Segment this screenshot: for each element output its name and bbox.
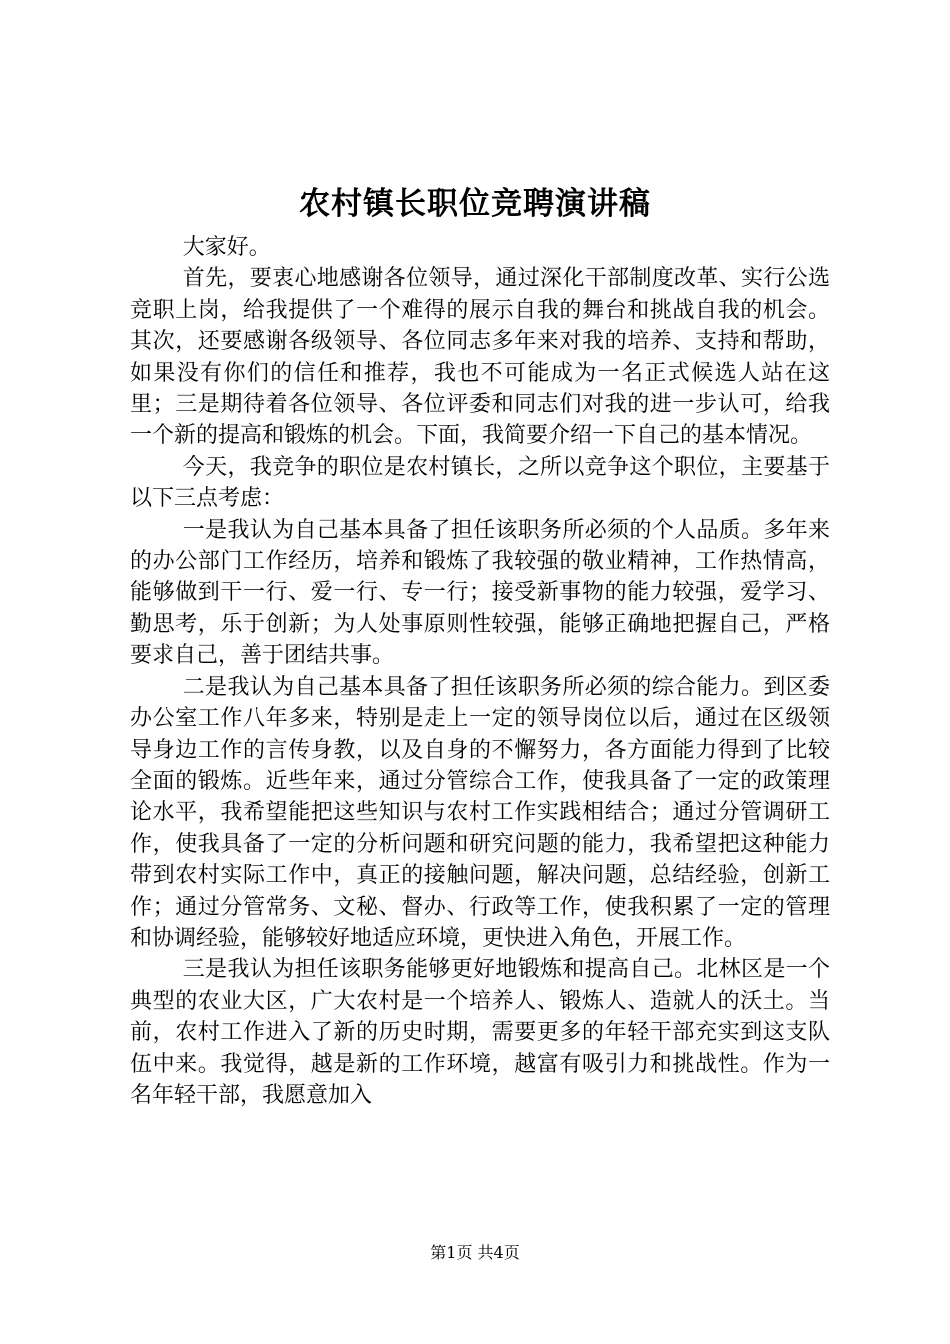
document-body [130, 232, 830, 1111]
paragraph-point-two: 二是我认为自己基本具备了担任该职务所必须的综合能力。到区委办公室工作八年多来，特别是走上一定的领导岗位以后，通过在区级领导身边工作的言传身教，以及自身的不懈努力，各方面能力得到了比较全面的锻炼。近些年来，通过分管综合工作，使我具备了一定的政策理论水平，我希望能把这些知识与农村工作实践相结合；通过分管调研工作，使我具备了一定的分析问题和研究问题的能力，我希望把这种能力带到农村实际工作中，真正的接触问题，解决问题，总结经验，创新工作；通过分管常务、文秘、督办、行政等工作，使我积累了一定的管理和协调经验，能够较好地适应环境，更快进入角色，开展工作。 [130, 674, 830, 951]
paragraph-point-one: 一是我认为自己基本具备了担任该职务所必须的个人品质。多年来的办公部门工作经历，培养和锻炼了我较强的敬业精神，工作热情高，能够做到干一行、爱一行、专一行；接受新事物的能力较强，爱学习、勤思考，乐于创新；为人处事原则性较强，能够正确地把握自己，严格要求自己，善于团结共事。 [130, 517, 830, 669]
paragraph-thanks: 首先，要衷心地感谢各位领导，通过深化干部制度改革、实行公选竞职上岗，给我提供了一个难得的展示自我的舞台和挑战自我的机会。其次，还要感谢各级领导、各位同志多年来对我的培养、支持和帮助，如果没有你们的信任和推荐，我也不可能成为一名正式候选人站在这里；三是期待着各位领导、各位评委和同志们对我的进一步认可，给我一个新的提高和锻炼的机会。下面，我简要介绍一下自己的基本情况。 [130, 266, 830, 449]
paragraph-position: 今天，我竞争的职位是农村镇长，之所以竞争这个职位，主要基于以下三点考虑： [130, 454, 830, 512]
document-title: 农村镇长职位竞聘演讲稿 [299, 186, 651, 222]
paragraph-point-three: 三是我认为担任该职务能够更好地锻炼和提高自己。北林区是一个典型的农业大区，广大农村是一个培养人、锻炼人、造就人的沃土。当前，农村工作进入了新的历史时期，需要更多的年轻干部充实到这支队伍中来。我觉得，越是新的工作环境，越富有吸引力和挑战性。作为一名年轻干部，我愿意加入 [130, 957, 830, 1108]
page-footer: 第1页 共4页 [430, 1243, 520, 1262]
paragraph-greeting: 大家好。 [182, 235, 271, 260]
